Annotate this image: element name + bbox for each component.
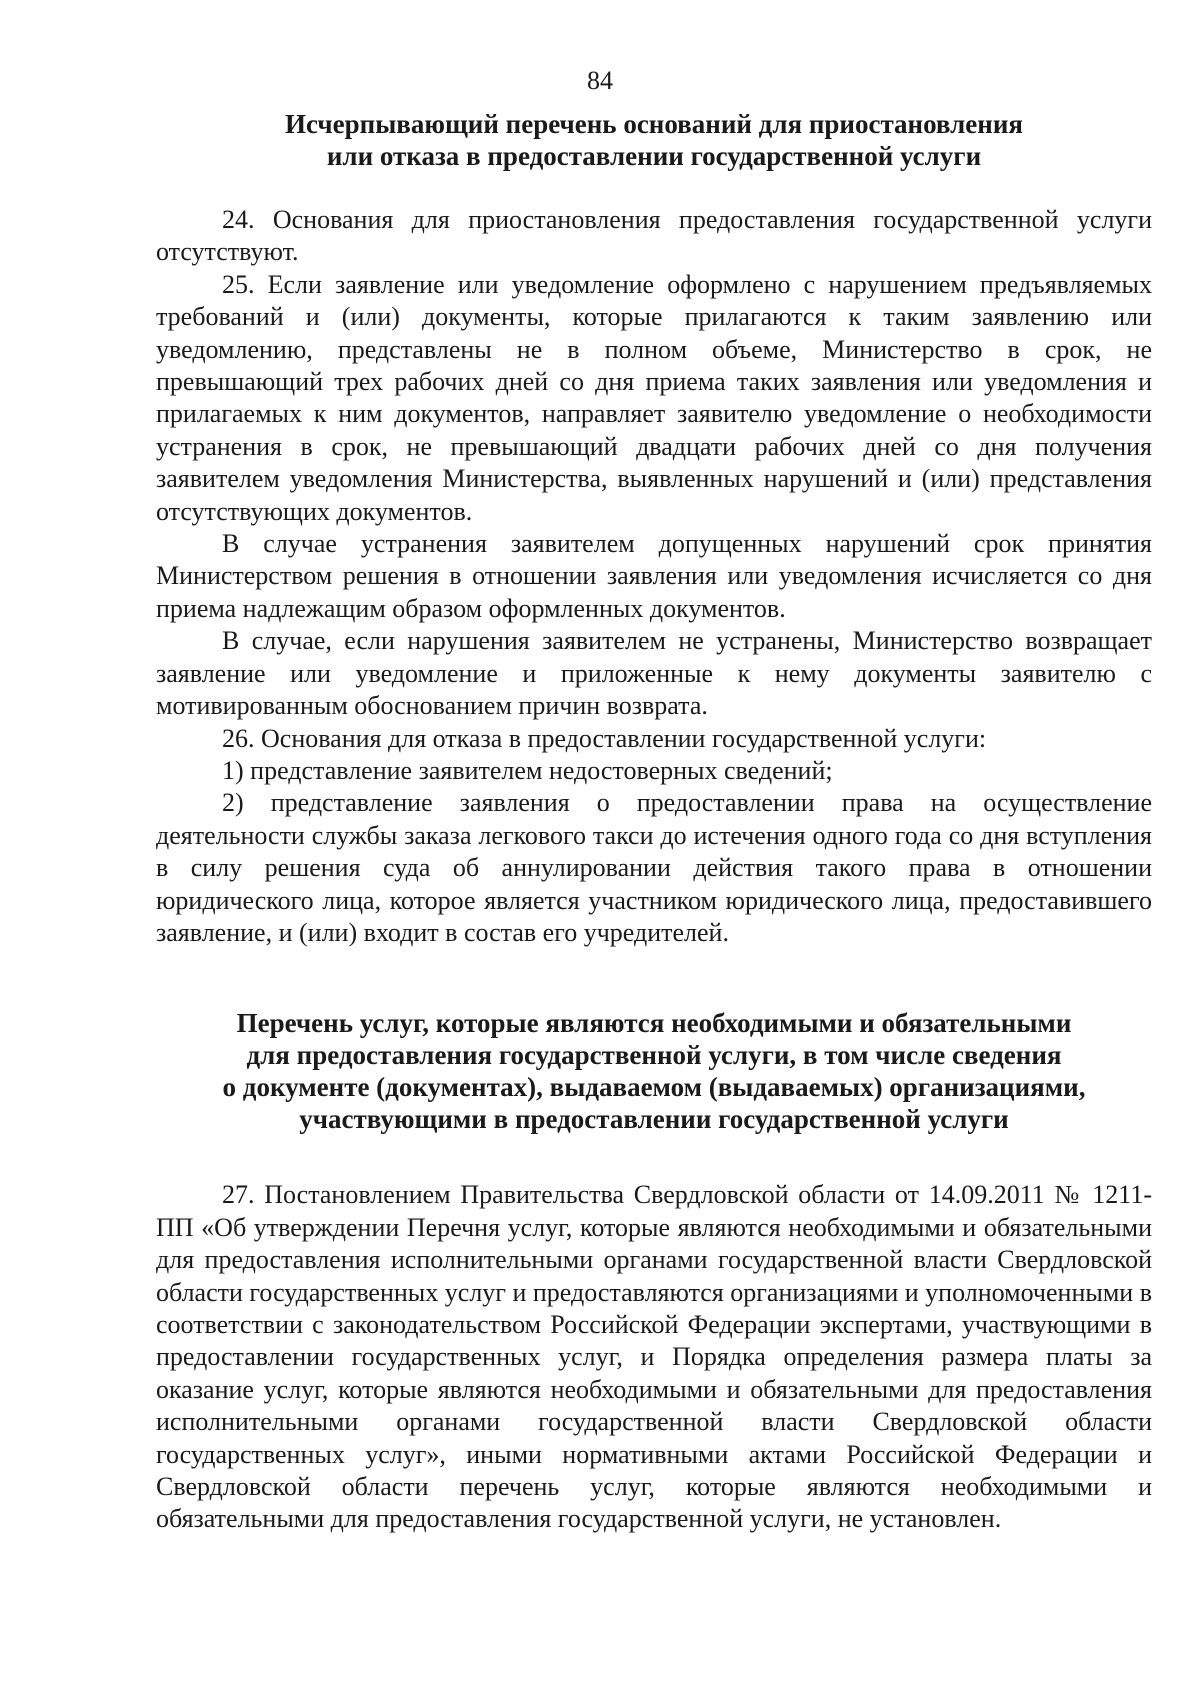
heading-line: участвующими в предоставлении государственной услуги	[299, 1104, 1009, 1135]
paragraph-25-correction: В случае устранения заявителем допущенных нарушений срок принятия Министерством решения в отношении заявления или уведомления исчисляется со дня приема надлежащим образом оформленных документов.	[156, 529, 1152, 623]
heading-line: для предоставления государственной услуги, в том числе сведения	[246, 1040, 1062, 1071]
paragraph-26-item-1: 1) представление заявителем недостоверных сведений;	[222, 755, 833, 785]
paragraph-25: 25. Если заявление или уведомление оформлено с нарушением предъявляемых требований и (или) документы, которые прилагаются к таким заявлению или уведомлению, представлены не в полном объеме, Министерство в срок, не превышающий трех рабочих дней со дня приема таких заявления или уведомления и прилагаемых к ним документов, направляет заявителю уведомление о необходимости устранения в срок, не превышающий двадцати рабочих дней со дня получения заявителем уведомления Министерства, выявленных нарушений и (или) представления отсутствующих документов.	[156, 269, 1152, 526]
paragraph-25-return: В случае, если нарушения заявителем не устранены, Министерство возвращает заявление или уведомление и приложенные к нему документы заявителю с мотивированным обоснованием причин возврата.	[156, 626, 1152, 721]
page-number: 84	[587, 66, 613, 95]
paragraph-26-item-2: 2) представление заявления о предоставлении права на осуществление деятельности службы заказа легкового такси до истечения одного года со дня вступления в силу решения суда об аннулировании действия такого права в отношении юридического лица, которое является участником юридического лица, предоставившего заявление, и (или) входит в состав его учредителей.	[156, 788, 1152, 947]
heading-line: или отказа в предоставлении государственной услуги	[326, 141, 982, 171]
section-heading-suspension-refusal	[156, 108, 1152, 172]
heading-line: Перечень услуг, которые являются необходимыми и обязательными	[236, 1008, 1072, 1039]
paragraph-24: 24. Основания для приостановления предоставления государственной услуги отсутствуют.	[156, 205, 1152, 267]
heading-line: о документе (документах), выдаваемом (выдаваемых) организациями,	[222, 1072, 1086, 1103]
heading-line: Исчерпывающий перечень оснований для приостановления	[284, 109, 1024, 139]
document-body	[156, 108, 1152, 1536]
section-heading-required-services	[156, 1007, 1152, 1135]
paragraph-26: 26. Основания для отказа в предоставлении государственной услуги:	[222, 723, 987, 753]
paragraph-27: 27. Постановлением Правительства Свердловской области от 14.09.2011 № 1211-ПП «Об утверждении Перечня услуг, которые являются необходимыми и обязательными для предоставления исполнительными органами государственной власти Свердловской области государственных услуг и предоставляются организациями и уполномоченными в соответствии с законодательством Российской Федерации экспертами, участвующими в предоставлении государственных услуг, и Порядка определения размера платы за оказание услуг, которые являются необходимыми и обязательными для предоставления исполнительными органами государственной власти Свердловской области государственных услуг», иными нормативными актами Российской Федерации и Свердловской области перечень услуг, которые являются необходимыми и обязательными для предоставления государственной услуги, не установлен.	[156, 1180, 1152, 1534]
